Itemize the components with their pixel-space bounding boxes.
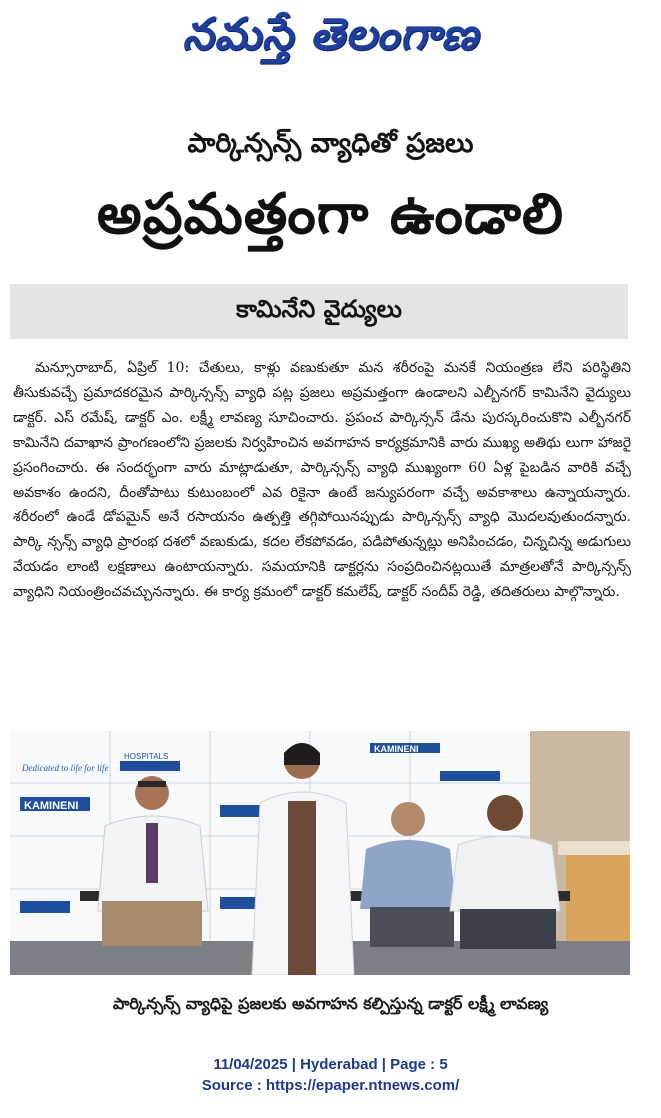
- article-body: [13, 356, 631, 718]
- masthead-title: నమస్తే తెలంగాణ: [182, 9, 479, 60]
- backdrop-tagline: Dedicated to life for life: [22, 763, 109, 773]
- backdrop-logo-text: KAMINENI: [24, 800, 79, 812]
- backdrop-logo-text-2: KAMINENI: [374, 744, 419, 754]
- footer-date-line: 11/04/2025 | Hyderabad | Page : 5: [213, 1056, 448, 1073]
- photo-illustration: [10, 731, 630, 975]
- newspaper-masthead: [0, 8, 661, 72]
- subheadline-bar: [10, 284, 628, 339]
- article-subheadline: కామినేని వైద్యులు: [236, 294, 402, 323]
- article-kicker: పార్కిన్సన్స్ వ్యాధితో ప్రజలు: [187, 128, 474, 159]
- backdrop-subtext: HOSPITALS: [124, 752, 169, 761]
- article-photo: [10, 731, 630, 975]
- photo-caption: పార్కిన్సన్స్ వ్యాధిపై ప్రజలకు అవగాహన కల్పిస్తున్న డాక్టర్ లక్ష్మీ లావణ్య: [112, 994, 549, 1013]
- article-headline: అప్రమత్తంగా ఉండాలి: [96, 182, 565, 247]
- article-paragraph: మన్సూరాబాద్, ఏప్రిల్ 10: చేతులు, కాళ్లు వణుకుతూ మన శరీరంపై మనకే నియంత్రణ లేని పరిస్థితిని తీసుకువచ్చే ప్రమాదకరమైన పార్కిన్సన్స్ వ్యాధి పట్ల ప్రజలు అప్రమత్తంగా ఉండాలని ఎల్బీనగర్ కామినేని వైద్యులు డాక్టర్. ఎస్ రమేష్, డాక్టర్ ఎం. లక్ష్మీ లావణ్య సూచించారు. ప్రపంచ పార్కిన్సన్ డేను పురస్కరించుకొని ఎల్బీనగర్ కామినేని దవాఖాన ప్రాంగణంలోని ప్రజలకు నిర్వహించిన అవగాహన కార్యక్రమానికి వారు ముఖ్య అతిథు లుగా హాజరై ప్రసంగించారు. ఈ సందర్భంగా వారు మాట్లాడుతూ, పార్కిన్సన్స్ వ్యాధి ముఖ్యంగా 60 ఏళ్ల పైబడిన వారికి వచ్చే అవకాశం ఉందని, దీంతోపాటు కుటుంబంలో ఎవ రికైనా ఉంటే జన్యుపరంగా వచ్చే అవకాశాలు ఉన్నాయన్నారు. శరీరంలో ఉండే డోపమైన్ అనే రసాయనం ఉత్పత్తి తగ్గిపోయినప్పుడు పార్కిన్సన్స్ వ్యాధి మొదలవుతుందన్నారు. పార్కి న్సన్స్ వ్యాధి ప్రారంభ దశలో వణుకుడు, కదల లేకపోవడం, పడిపోతున్నట్లు అనిపించడం, చిన్నచిన్న అడుగులు వేయడం లాంటి లక్షణాలు ఉంటాయన్నారు. సమయానికి డాక్టర్లను సంప్రదించినట్లయితే మాత్రలతోనే పార్కిన్సన్స్ వ్యాధిని నియంత్రించవచ్చునన్నారు. ఈ కార్య క్రమంలో డాక్టర్ కమలేష్, డాక్టర్ సందీప్ రెడ్డి, తదితరులు పాల్గొన్నారు.: [13, 360, 631, 601]
- footer-source-line: Source : https://epaper.ntnews.com/: [201, 1077, 460, 1094]
